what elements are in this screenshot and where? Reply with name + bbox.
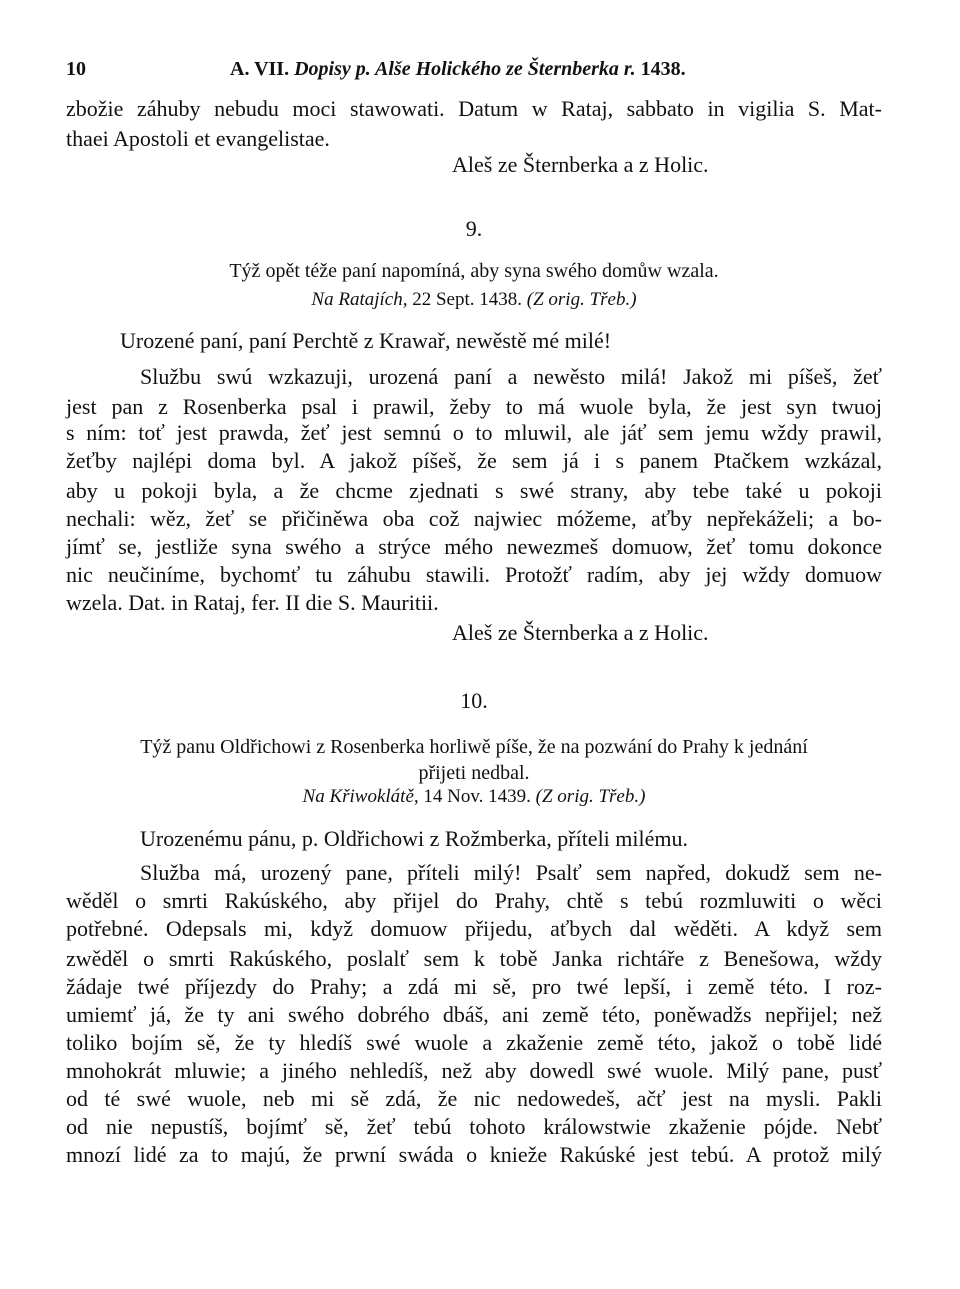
signature: Aleš ze Šternberka a z Holic. <box>452 620 709 645</box>
text-line: Služba má, urozený pane, příteli milý! Psalť sem napřed, dokudž sem ne- <box>140 860 882 885</box>
signature: Aleš ze Šternberka a z Holic. <box>452 152 709 177</box>
letter-summary: Týž panu Oldřichowi z Rosenberka horliwě píše, že na pozwání do Prahy k jednání <box>140 736 808 758</box>
running-head <box>230 56 686 82</box>
date-place: Na Křiwoklátě, <box>302 786 419 807</box>
text-line: jest pan z Rosenberka psal i prawil, žeby to má wuole byla, že jest syn twuoj <box>66 394 882 419</box>
running-head-year: 1438. <box>640 58 686 80</box>
text-line: wěděl o smrti Rakúského, aby přijel do Prahy, chtě s tebú rozmluwiti o wěci <box>66 888 882 913</box>
letter-summary: Týž opět téže paní napomíná, aby syna swého domůw wzala. <box>229 260 719 282</box>
text-line: umiemť já, že ty ani swého dobrého dbáš, ani země této, poněwadžs nepřijel; než <box>66 1002 882 1027</box>
text-line: žeťby najlépi doma byl. A jakož píšeš, že sem já i s panem Ptačkem wzkázal, <box>66 448 882 473</box>
text-line: jímť se, jestliže syna swého a strýce mého newezmeš domuow, žeť tomu dokonce <box>66 534 882 559</box>
letter-summary: přijeti nedbal. <box>418 762 530 784</box>
running-head-title: Dopisy p. Alše Holického ze Šternberka r. <box>294 58 636 80</box>
date-place: Na Ratajích, <box>311 289 408 310</box>
text-line: od nie nepustíš, bojímť sě, žeť tebú tohoto králowstwie zkaženie pójde. Nebť <box>66 1114 882 1139</box>
letter-date <box>66 782 882 812</box>
text-line: Službu swú wzkazuji, urozená paní a newěsto milá! Jakož mi píšeš, žeť <box>140 364 882 389</box>
letter-date <box>66 285 882 315</box>
text-line: wzela. Dat. in Rataj, fer. II die S. Mauritii. <box>66 590 439 615</box>
text-line: thaei Apostoli et evangelistae. <box>66 126 330 151</box>
running-head-prefix: A. VII. <box>230 58 290 80</box>
source-note: (Z orig. Třeb.) <box>526 289 637 310</box>
date-value: 14 Nov. 1439. <box>423 786 531 807</box>
text-line: mnohokrát mluwie; a jiného nehledíš, než aby dowedl swé wuole. Milý pane, pusť <box>66 1058 882 1083</box>
source-note: (Z orig. Třeb.) <box>535 786 646 807</box>
text-line: aby u pokoji byla, a že chcme zjednati s swé strany, aby tebe také u pokoji <box>66 478 882 503</box>
date-value: 22 Sept. 1438. <box>412 289 523 310</box>
text-line: zbožie záhuby nebudu moci stawowati. Datum w Rataj, sabbato in vigilia S. Mat- <box>66 96 882 121</box>
page-number: 10 <box>66 58 86 80</box>
letter-number: 10. <box>460 688 488 713</box>
text-line: s ním: toť jest prawda, žeť jest semnú o to mluwil, ale jáť sem jemu wždy prawil, <box>66 420 882 445</box>
text-line: od té swé wuole, neb mi sě zdá, že nic nedowedeš, ačť jest na mysli. Pakli <box>66 1086 882 1111</box>
letter-number: 9. <box>465 216 483 241</box>
text-line: zwěděl o smrti Rakúského, poslalť sem k tobě Janka richtáře z Benešowa, wždy <box>66 946 882 971</box>
salutation: Urozenému pánu, p. Oldřichowi z Rožmberka, příteli milému. <box>140 826 689 851</box>
text-line: nechali: wěz, žeť se přičiněwa oba což najwiec móžeme, aťby nepřekáželi; a bo- <box>66 506 882 531</box>
text-line: toliko bojím sě, že ty hledíš swé wuole a zkaženie země této, jakož o tobě lidé <box>66 1030 882 1055</box>
salutation: Urozené paní, paní Perchtě z Krawař, newěstě mé milé! <box>120 328 612 353</box>
text-line: nic neučiníme, bychomť tu záhubu stawili. Protožť radím, aby jej wždy domuow <box>66 562 882 587</box>
text-line: mnozí lidé za to majú, že prwní swáda o knieže Rakúské jest tebú. A protož milý <box>66 1142 882 1167</box>
text-line: potřebné. Odepsals mi, když domuow přijedu, aťbych dal wěděti. A když sem <box>66 916 882 941</box>
text-line: žádaje twé příjezdy do Prahy; a zdá mi sě, pro twé lepší, i země této. I roz- <box>66 974 882 999</box>
